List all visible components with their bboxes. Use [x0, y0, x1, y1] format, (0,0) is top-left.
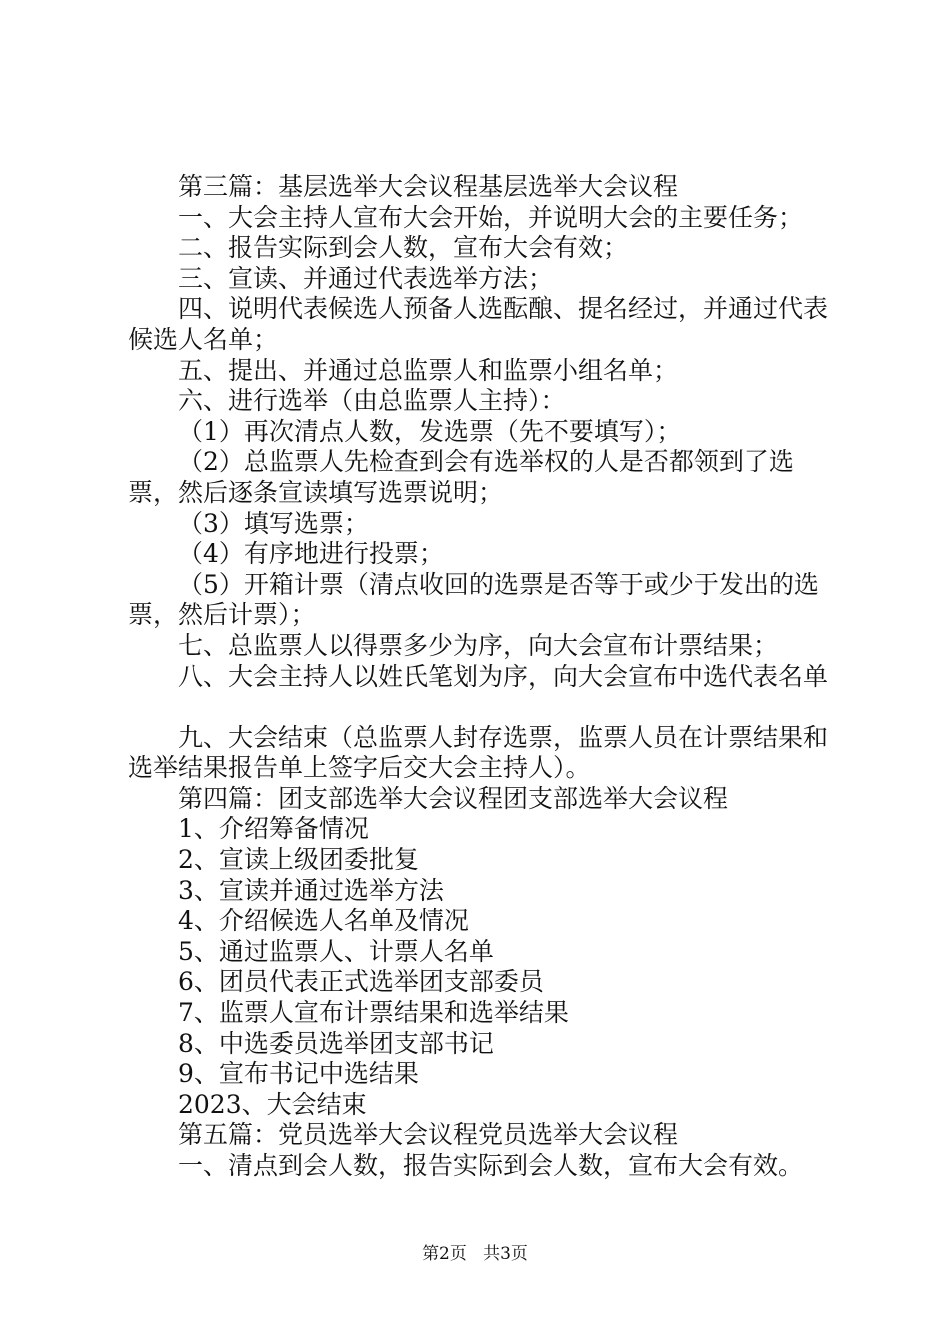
agenda-subitem: （3）填写选票； — [178, 508, 369, 538]
agenda-item: 六、进行选举（由总监票人主持）： — [178, 386, 566, 416]
blank-line — [128, 692, 840, 723]
agenda-item: 2023、大会结束 — [178, 1089, 367, 1119]
footer-spacer — [472, 1244, 477, 1264]
agenda-item: 一、大会主持人宣布大会开始，并说明大会的主要任务； — [178, 202, 804, 232]
agenda-item: 3、宣读并通过选举方法 — [178, 875, 444, 905]
agenda-item: 1、介绍筹备情况 — [178, 814, 369, 844]
agenda-item: 2、宣读上级团委批复 — [178, 845, 419, 875]
section-heading-3: 第三篇：基层选举大会议程基层选举大会议程 — [178, 172, 679, 201]
agenda-subitem: （1）再次清点人数，发选票（先不要填写）； — [178, 416, 682, 446]
agenda-item: 9、宣布书记中选结果 — [178, 1059, 419, 1089]
page-total: 共3页 — [483, 1244, 528, 1264]
agenda-item: 三、宣读、并通过代表选举方法； — [178, 263, 554, 293]
agenda-item: 7、监票人宣布计票结果和选举结果 — [178, 998, 569, 1028]
agenda-item: 5、通过监票人、计票人名单 — [178, 936, 494, 966]
section-heading-4: 第四篇：团支部选举大会议程团支部选举大会议程 — [178, 783, 729, 813]
agenda-subitem: （5）开箱计票（清点收回的选票是否等于或少于发出的选票，然后计票）； — [128, 569, 819, 630]
agenda-item: 四、说明代表候选人预备人选酝酿、提名经过，并通过代表候选人名单； — [128, 294, 829, 354]
agenda-item: 二、报告实际到会人数，宣布大会有效； — [178, 233, 629, 263]
agenda-item: 五、提出、并通过总监票人和监票小组名单； — [178, 355, 679, 385]
agenda-item: 七、总监票人以得票多少为序，向大会宣布计票结果； — [178, 630, 779, 660]
page-number: 第2页 — [422, 1244, 467, 1264]
agenda-item: 八、大会主持人以姓氏笔划为序，向大会宣布中选代表名单 — [178, 661, 829, 691]
section-heading-5: 第五篇：党员选举大会议程党员选举大会议程 — [178, 1120, 679, 1150]
agenda-subitem: （4）有序地进行投票； — [178, 539, 444, 569]
document-body — [128, 172, 840, 1182]
agenda-item: 8、中选委员选举团支部书记 — [178, 1028, 494, 1058]
agenda-item: 一、清点到会人数，报告实际到会人数，宣布大会有效。 — [178, 1151, 804, 1180]
page-footer — [0, 1243, 950, 1265]
agenda-item: 4、介绍候选人名单及情况 — [178, 906, 469, 936]
agenda-item: 6、团员代表正式选举团支部委员 — [178, 967, 544, 997]
agenda-item: 九、大会结束（总监票人封存选票，监票人员在计票结果和选举结果报告单上签字后交大会主持人）。 — [128, 722, 829, 783]
agenda-subitem: （2）总监票人先检查到会有选举权的人是否都领到了选票，然后逐条宣读填写选票说明； — [128, 447, 794, 507]
